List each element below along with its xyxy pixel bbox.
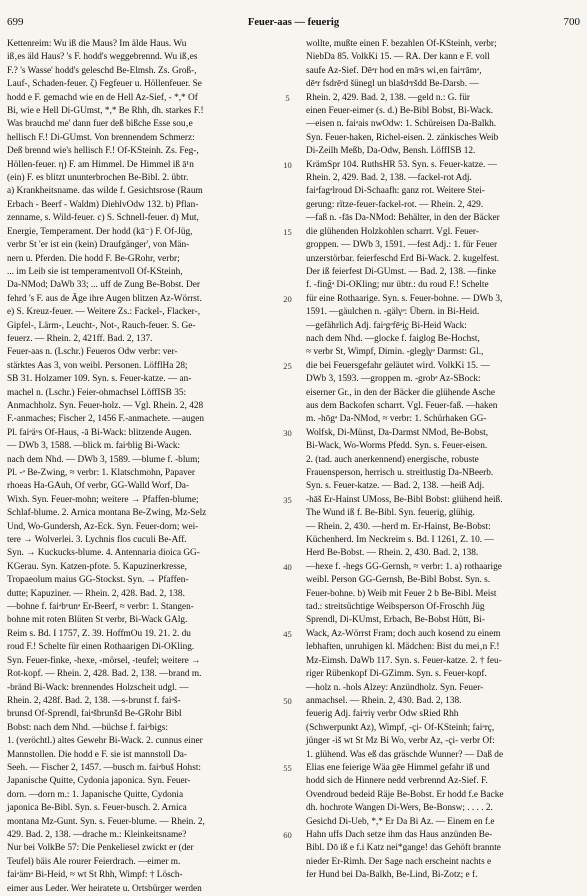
text-line: Herd Be-Bobst. — Rhein. 2, 430. Bad. 2, 138. <box>306 548 479 559</box>
line-number: 45 <box>283 628 292 639</box>
text-line: hellisch F.! Di-GUmst. Von brennendem Schmerz: <box>7 132 195 143</box>
text-line: Gipfel-, Lärm-, Leucht-, Not-, Rauch-feuer. S. Ge- <box>7 320 196 331</box>
text-line: feuerig Adj. faiᵊriγ verbr Odw sRied Rhh <box>306 709 459 720</box>
line-number: 20 <box>283 293 292 304</box>
line-number: 15 <box>283 226 292 237</box>
text-line: nach dem Nhd. — DWb 3, 1589. —blume f. -blum; <box>7 454 200 465</box>
text-line: Frauensperson, herrisch u. streitlustig Da-NBeerb. <box>306 468 494 478</box>
line-number: 40 <box>283 561 292 572</box>
line-number: 25 <box>283 360 292 371</box>
text-line: NiebDa 85. VolkKi 15. — RA. Der kann e F. voll <box>306 52 490 63</box>
line-number: 35 <box>283 494 292 505</box>
text-line: brunsd Of-Sprendl, faiᵊšbrunšd Be-GRohr Bibl <box>7 709 182 720</box>
text-line: Schlaf-blume. 2. Arnica montana Be-Zwing, Mz-Selz <box>7 508 207 519</box>
left-page-number: 699 <box>7 16 24 28</box>
text-line: lebhaften, unruhigen kl. Mädchen: Bist du mei‚n F.! <box>306 642 500 653</box>
text-line: KrämSpr 104. RuthsHR 53. Syn. s. Feuer-katze. — <box>306 159 497 170</box>
text-line: (Schwerpunkt Az), Wimpf, -çi- Of-KSteinh; faiᵊrç, <box>306 722 495 733</box>
left-column <box>7 38 269 894</box>
running-head: Feuer-aas — feuerig <box>247 17 340 28</box>
text-line: Bibl. Dō iß e f.i Katz nei*gange! das Gehöft brannte <box>306 843 501 854</box>
text-line: tere → Wolverlei. 3. Lychnis flos cuculi Be-Aff. <box>7 535 187 546</box>
text-line: Syn. s. Feuer-katze. — Bad. 2, 138. —heiß Adj. <box>306 481 485 492</box>
text-line: DWb 3, 1593. —groppen m. -grobᵊ Az-SBock: <box>306 374 481 385</box>
text-line: weibl. Person GG-Gernsh, Be-Bibl Bobst. Syn. s. <box>306 575 491 586</box>
text-line: m. -hōgᵊ Da-NMod, ≈ verbr: 1. Schürhaken GG- <box>306 414 487 425</box>
text-line: rhoeas Ha-GAuh, Of verbr, GG-Walld Worf, Da- <box>7 481 190 492</box>
text-line: Feuer-bohne. b) Weib mit Feuer 2 b Be-Bibl. Meist <box>306 588 497 599</box>
text-line: Rhein. 2, 429. Bad. 2, 138. —geld n.: G. für <box>306 92 470 103</box>
text-line: -hāš Er-Hainst UMoss, Be-Bibl Bobst: glühend heiß. <box>306 494 503 505</box>
text-line: ... im Leib sie ist temperamentvoll Of-KSteinh, <box>7 266 183 277</box>
text-line: Lauf-, Schaden-feuer. ζ) Fegfeuer u. Höllenfeuer. Se <box>7 79 202 90</box>
text-line: stärktes Aas 3, von weibl. Personen. LöfflHa 28; <box>7 360 188 371</box>
text-line: dēᵊr fsdrēᵊd šünegl un blašdᵊršdd Be-Darsb. — <box>306 79 479 90</box>
text-line: Energie, Temperament. Der hodd (kā⁻) F. Of-Jüg, <box>7 226 193 237</box>
text-line: Hahn uffs Dach setze ihm das Haus anzünden Be- <box>306 829 493 840</box>
text-line: —gefährlich Adj. faiᵊgᵊfēᵊi̯ç Bi-Heid Wack: <box>306 320 467 331</box>
text-line: Was brauchd me' dann fuer deß bißche Esse sou‚e <box>7 119 193 130</box>
text-line: dutte; Kapuziner. — Rhein. 2, 428. Bad. 2, 138. <box>7 588 185 599</box>
text-line: Mannstollen. Die hodd e F. sie ist mannstoll Da- <box>7 749 188 760</box>
text-line: Höllen-feuer. η) F. am Himmel. De Himmel iß ā¹n <box>7 159 194 170</box>
text-line: nach dem Nhd. —glocke f. faiglog Be-Hochst, <box>306 333 480 344</box>
text-line: Wack, Az-Wörrst Fram; doch auch kosend zu einem <box>306 628 501 639</box>
text-line: tad.: streitsüchtige Weibsperson Of-Froschh Jüg <box>306 602 485 613</box>
text-line: Reim s. Bd. I 1757, Z. 39. HoffmOu 19. 21. 2. du <box>7 628 191 639</box>
text-line: Und, Wo-Gundersh, Az-Eck. Syn. Feuer-dorn; wei- <box>7 521 199 532</box>
text-line: Kettenreim: Wu iß die Maus? Im älde Haus. Wu <box>7 39 187 49</box>
text-line: dorn. —dorn m.: 1. Japanische Quitte, Cydonia <box>7 789 184 800</box>
text-line: (ein) F. es blitzt ununterbrochen Be-Bibl. 2. übtr. <box>7 173 189 184</box>
line-number-gutter <box>269 38 306 867</box>
text-line: nern u. Pferden. Die hodd F. Be-GRohr, verbr; <box>7 253 180 264</box>
text-line: SB 31. Holzamer 109. Syn. s. Feuer-katze. — an- <box>7 374 192 385</box>
text-line: Nur bei VolkBe 57: Die Penkeliesel zwickt er (der <box>7 843 194 854</box>
text-line: — DWb 3, 1588. —blick m. faiᵊblig Bi-Wack: <box>7 441 181 452</box>
text-line: Rhein. 2, 428f. Bad. 2, 138. —s-brunst f. faiᵊš- <box>7 695 181 706</box>
text-line: —faß n. -fās Da-NMod: Behälter, in den der Bäcker <box>306 213 500 224</box>
line-number: 50 <box>283 695 292 706</box>
text-line: saufe Az-Sief. Dēᵊr hod en māᵊs wi‚en faiᵊrāmᵊ, <box>306 65 482 76</box>
text-line: Japanische Quitte, Cydonia japonica. Syn. Feuer- <box>7 776 191 787</box>
line-number: 10 <box>283 159 292 170</box>
text-line: 1. (veröchtl.) altes Gewehr Bi-Wack. 2. cunnus einer <box>7 736 203 747</box>
text-line: groppen. — DWb 3, 1591. —fest Adj.: 1. für Feuer <box>306 240 498 251</box>
right-column <box>306 38 568 881</box>
text-line: eimer aus Leder. Wer heiratete u. Ortsbürger werden <box>7 883 202 894</box>
text-line: dh. hochrote Wangen Di-Wers, Be-Bonsw; . . . . 2. <box>306 803 493 814</box>
right-page-number: 700 <box>563 16 580 28</box>
text-line: KGerau. Syn. Katzen-pfote. 5. Kapuzinerkresse, <box>7 561 187 572</box>
text-line: —eisen n. faiᵊais nwOdw: 1. Schüreisen Da-Balkh. <box>306 119 497 130</box>
text-line: Tropaeolum maius GG-Stockst. Syn. → Pfaffen- <box>7 575 189 586</box>
text-line: verbr St 'er ist ein (kein) Draufgänger', von Män- <box>7 240 190 251</box>
text-line: Pl. -ᵊ Be-Zwing, ≈ verbr: 1. Klatschmohn, Papaver <box>7 468 195 478</box>
text-line: hodd sich de Hinnere nedd verbrennd Az-Sief. F. <box>306 776 488 787</box>
text-line: riger Rübenkopf Di-GZimm. Syn. s. Feuer-kopf. <box>306 669 487 680</box>
line-number: 55 <box>283 762 292 773</box>
text-line: gerung: rïtze-feuer-fackel-rot. — Rhein. 2, 429. <box>306 199 484 210</box>
text-line: die bei Feuersgefahr geläutet wird. VolkKi 15. — <box>306 360 490 371</box>
text-line: bohne mit roten Blüten St verbr, Bi-Wack GAlg. <box>7 615 188 626</box>
text-line: 1591. —gäulchen n. -gälγᵊ: Übern. in Bi-Heid. <box>306 307 480 318</box>
text-line: hodd e F. gemachd wie en de Hell Az-Sief, - *,* Of <box>7 92 198 103</box>
text-line: Erbach - Beerf - Waldm) DiehlvOdw 132. b) Pflan- <box>7 199 199 210</box>
text-line: anmachsel. — Rhein. 2, 430. Bad. 2, 138. <box>306 695 462 706</box>
text-line: Deß brennd wie's hellisch F.! Of-KSteinh. Zs. Feg-, <box>7 146 199 157</box>
text-line: roud F.! Schelte für einen Rothaarigen Di-OKling. <box>7 642 195 653</box>
text-line: fehrd 's F. aus de Āge ihre Augen blitzen Az-Wörrst. <box>7 293 202 304</box>
text-line: feuerz. — Rhein. 2, 421ff. Bad. 2, 137. <box>7 333 153 344</box>
text-line: 1. glühend. Was eß das gräschde Wunner? — Daß de <box>306 749 504 760</box>
text-line: nieder Er-Rimh. Der Sage nach erscheint nachts e <box>306 856 492 867</box>
text-line: machel n. (Lschr.) Feier-ohmachsel LöffISB 35: <box>7 387 187 398</box>
text-line: für eine Rothaarige. Syn. s. Feuer-bohne. — DWb 3, <box>306 293 503 304</box>
text-line: Ovendroud bedeid Räje Be-Bobst. Er hodd f.e Backe <box>306 789 504 800</box>
text-line: e) S. Kreuz-feuer. — Weitere Zs.: Fackel-, Flacker-, <box>7 307 201 318</box>
text-line: jünger -iš wt St Mz Bi Wo, verbr Az, -çi- verbr Of: <box>306 736 495 747</box>
line-number: 30 <box>283 427 292 438</box>
text-line: Wolfsk, Di-Münst, Da-Darmst NMod, Be-Bobst, <box>306 427 489 438</box>
line-number: 5 <box>285 92 290 103</box>
text-line: aus dem Backofen scharrt. Vgl. Feuer-faß. —haken <box>306 400 498 411</box>
text-line: The Wund iß f. Be-Bibl. Syn. feuerig, glühig. <box>306 508 475 519</box>
text-line: Rot-kopf. — Rhein. 2, 428. Bad. 2, 138. —brand m. <box>7 669 202 680</box>
text-line: Syn. Feuer-haken, Richel-eisen. 2. zänkisches Weib <box>306 132 499 143</box>
text-line: Feuer-aas n. (Lschr.) Feueros Odw verbr: ver- <box>7 347 178 358</box>
text-line: — Rhein. 2, 430. —herd m. Er-Hainst, Be-Bobst: <box>306 521 491 532</box>
text-line: Syn. → Kuckucks-blume. 4. Antennaria dioica GG- <box>7 548 200 559</box>
text-line: Sprendl, Di-KUmst, Erbach, Be-Bobst Hütt, Bi- <box>306 615 485 626</box>
text-columns <box>7 38 580 894</box>
text-line: Anmachholz. Syn. Feuer-holz. — Vgl. Rhein. 2, 428 <box>7 400 204 411</box>
text-line: montana Mz-Gunt. Syn. s. Feuer-blume. — Rhein. 2, <box>7 816 205 827</box>
text-line: 2. (tad. auch anerkennend) energische, robuste <box>306 454 479 465</box>
text-line: faiᵊämᵊ Bi-Heid, ≈ wt St Rhh, Wimpf: † Lösch- <box>7 870 183 881</box>
text-line: Da-NMod; DaWb 33; ... uff de Zung Be-Bobst. Der <box>7 280 200 291</box>
text-line: Wixh. Syn. Feuer-mohn; weitere → Pfaffen-blume; <box>7 494 199 505</box>
text-line: einen Feuer-eimer (s. d.) Be-Bibl Bobst, Bi-Wack. <box>306 106 494 117</box>
text-line: Bobst: nach dem Nhd. —büchse f. faiᵊbigs: <box>7 722 168 733</box>
text-line: Teufel) bäis Ale rourer Feierdrach. —eimer m. <box>7 856 181 867</box>
text-line: die glühenden Holzkohlen scharrt. Vgl. Feuer- <box>306 226 479 237</box>
text-line: Küchenherd. Im Neckreim s. Bd. I 1261, Z. 10. — <box>306 535 494 546</box>
text-line: Rhein. 2, 429. Bad. 2, 138. —fackel-rot Adj. <box>306 173 472 184</box>
text-line: fer Hund bei Da-Balkh, Be-Lind, Bi-Zotz; e f. <box>306 870 478 881</box>
text-line: japonica Be-Bibl. Syn. s. Feuer-busch. 2. Arnica <box>7 803 187 814</box>
text-line: Mz-Eimsh. DaWb 117. Syn. s. Feuer-katze. 2. † feu- <box>306 655 502 666</box>
text-line: ≈ verbr St, Wimpf, Dimin. -glegl̥γᵊ Darmst: Gl., <box>306 347 484 358</box>
text-line: Gesichd Di-Ueb, *,* Er Da Bi Az. — Einem en f.e <box>306 816 495 827</box>
text-line: wollte, mußte einen F. bezahlen Of-KSteinh, verbr; <box>306 39 497 49</box>
text-line: Seeh. — Fischer 2, 1457. —busch m. faiᵊbuš Hohst: <box>7 762 201 773</box>
text-line: a) Krankheitsname. das wilde f. Gesichtsrose (Raum <box>7 186 203 197</box>
text-line: Syn. Feuer-finke, -hexe, -mörsel, -teufel; weitere → <box>7 655 201 666</box>
text-line: F.-anmaches; Fischer 2, 1456 F.-anmachete. —augen <box>7 414 205 425</box>
text-line: eiserner Gr., in den der Bäcker die glühende Asche <box>306 387 495 398</box>
page-header <box>7 4 580 28</box>
text-line: Der iß feierfest Di-GUmst. — Bad. 2, 138. —finke <box>306 266 497 277</box>
text-line: zenname, s. Wild-feuer. c) S. Schnell-feuer. d) Mut, <box>7 213 199 224</box>
text-line: F.? 's Wasse' hodd's geleschd Be-Elmsh. Zs. Groß-, <box>7 65 197 76</box>
text-line: -bränd Bi-Wack: brennendes Holzscheit udgl. — <box>7 682 189 693</box>
text-line: faiᵊfagᵊlroud Di-Schaafh: ganz rot. Weitere Stei- <box>306 186 485 197</box>
text-line: Bi-Wack, Wo-Worms Pfedd. Syn. s. Feuer-eisen. <box>306 441 488 452</box>
line-number: 60 <box>283 829 292 840</box>
text-line: Bi, wie e Hell Di-GUmst, *,* Be Rhh, dh. starkes F.! <box>7 106 204 117</box>
text-line: Elias ene feierige Wäa gēe Himmel gefahr iß und <box>306 762 490 773</box>
text-line: Pl. faiᵊäᵘs Of-Haus, -ā Bi-Wack: blitzende Augen. <box>7 427 192 438</box>
text-line: —hexe f. -hegs GG-Gernsh, ≈ verbr: 1. a) rothaarige <box>306 561 502 572</box>
text-line: 429. Bad. 2, 138. —drache m.: Kleinkeitsname? <box>7 829 187 840</box>
text-line: unzerstörbar. feierfeschd Erd Bi-Wack. 2. kugelfest. <box>306 253 500 264</box>
text-line: —bohne f. faiᵊbᵒunᵊ Er-Beerf, ≈ verbr: 1. Stangen- <box>7 602 194 613</box>
text-line: f. -fing̃ᵊ Di-OKling; nur übtr.: du roud F.! Schelte <box>306 280 489 291</box>
text-line: —holz n. -hols Alzey: Anzündholz. Syn. Feuer- <box>306 682 484 693</box>
text-line: Di-Zeilh Meßb, Da-Odw, Bensh. LöffISB 12. <box>306 146 476 157</box>
text-line: iß‚es äld Haus? 's F. hodd's weggebrennd. Wu iß‚es <box>7 52 198 63</box>
